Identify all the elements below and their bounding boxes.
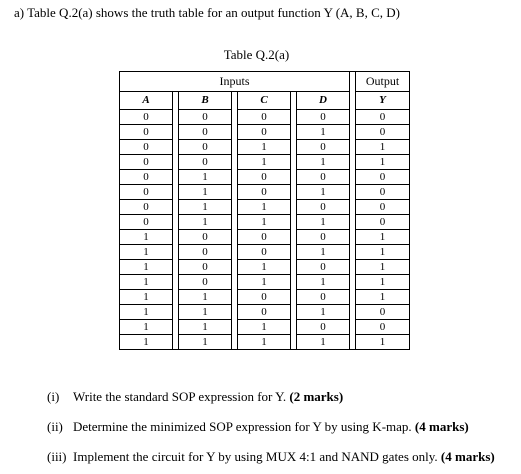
cell-y: 0 [356,305,410,320]
cell-a: 1 [120,305,173,320]
question-item [47,389,343,405]
cell-b: 1 [179,215,232,230]
cell-d: 0 [297,320,350,335]
cell-d: 1 [297,125,350,140]
question-marks: (4 marks) [440,449,495,464]
table-row [120,215,410,230]
truth-table [119,71,410,350]
col-header-c: C [238,92,291,110]
cell-a: 1 [120,320,173,335]
cell-d: 0 [297,170,350,185]
cell-d: 0 [297,200,350,215]
question-number: (ii) [47,419,63,434]
cell-y: 0 [356,125,410,140]
question-text: Determine the minimized SOP expression for Y by using K-map. [73,419,415,434]
cell-y: 0 [356,170,410,185]
cell-d: 1 [297,185,350,200]
cell-d: 1 [297,155,350,170]
cell-c: 0 [238,230,291,245]
cell-b: 1 [179,185,232,200]
table-row [120,230,410,245]
cell-b: 0 [179,275,232,290]
table-row [120,140,410,155]
cell-y: 1 [356,155,410,170]
cell-c: 0 [238,185,291,200]
table-row [120,110,410,125]
cell-b: 0 [179,230,232,245]
table-row [120,260,410,275]
cell-a: 0 [120,170,173,185]
cell-d: 0 [297,230,350,245]
column-header-row [120,92,410,110]
cell-a: 0 [120,125,173,140]
cell-a: 0 [120,200,173,215]
cell-c: 0 [238,245,291,260]
cell-b: 1 [179,200,232,215]
cell-d: 1 [297,275,350,290]
cell-a: 1 [120,275,173,290]
table-row [120,335,410,350]
table-row [120,320,410,335]
col-header-y: Y [356,92,410,110]
cell-y: 1 [356,260,410,275]
cell-y: 1 [356,275,410,290]
table-row [120,185,410,200]
cell-b: 1 [179,320,232,335]
cell-a: 1 [120,245,173,260]
cell-a: 0 [120,155,173,170]
cell-c: 1 [238,335,291,350]
cell-b: 0 [179,140,232,155]
cell-y: 0 [356,200,410,215]
cell-c: 0 [238,290,291,305]
col-header-a: A [120,92,173,110]
question-text: Write the standard SOP expression for Y. [73,389,290,404]
cell-c: 1 [238,155,291,170]
table-row [120,305,410,320]
cell-b: 1 [179,305,232,320]
cell-d: 1 [297,215,350,230]
cell-d: 0 [297,290,350,305]
cell-c: 1 [238,275,291,290]
question-item [47,419,469,435]
table-row [120,200,410,215]
table-row [120,170,410,185]
cell-c: 0 [238,170,291,185]
question-intro: a) Table Q.2(a) shows the truth table for an output function Y (A, B, C, D) [14,5,400,20]
cell-b: 1 [179,290,232,305]
question-marks: (4 marks) [414,419,469,434]
cell-d: 0 [297,110,350,125]
cell-b: 0 [179,155,232,170]
output-group-header: Output [356,72,410,92]
cell-y: 0 [356,110,410,125]
inputs-group-header: Inputs [120,72,350,92]
question-number: (iii) [47,449,67,464]
cell-b: 0 [179,125,232,140]
question-text: Implement the circuit for Y by using MUX 4:1 and NAND gates only. [73,449,441,464]
cell-a: 0 [120,110,173,125]
cell-c: 1 [238,260,291,275]
cell-d: 1 [297,335,350,350]
cell-d: 1 [297,245,350,260]
group-header-row [120,72,410,92]
cell-b: 0 [179,245,232,260]
cell-c: 1 [238,320,291,335]
cell-b: 0 [179,260,232,275]
cell-c: 0 [238,305,291,320]
cell-a: 1 [120,335,173,350]
col-header-d: D [297,92,350,110]
cell-a: 0 [120,185,173,200]
cell-c: 1 [238,200,291,215]
cell-a: 1 [120,290,173,305]
cell-c: 0 [238,110,291,125]
col-header-b: B [179,92,232,110]
table-caption [0,47,521,63]
question-number: (i) [47,389,60,404]
cell-b: 1 [179,170,232,185]
table-row [120,245,410,260]
cell-b: 1 [179,335,232,350]
cell-y: 1 [356,140,410,155]
cell-y: 0 [356,320,410,335]
cell-y: 1 [356,290,410,305]
table-row [120,290,410,305]
cell-a: 1 [120,230,173,245]
table-row [120,155,410,170]
cell-y: 0 [356,185,410,200]
question-item [47,449,495,465]
cell-b: 0 [179,110,232,125]
table-row [120,275,410,290]
cell-d: 0 [297,260,350,275]
cell-c: 1 [238,215,291,230]
cell-y: 1 [356,245,410,260]
cell-a: 1 [120,260,173,275]
table-caption-text: Table Q.2(a) [223,47,290,62]
cell-d: 0 [297,140,350,155]
cell-c: 1 [238,140,291,155]
cell-y: 1 [356,335,410,350]
question-marks: (2 marks) [289,389,344,404]
cell-d: 1 [297,305,350,320]
cell-y: 1 [356,230,410,245]
cell-y: 0 [356,215,410,230]
cell-c: 0 [238,125,291,140]
table-row [120,125,410,140]
cell-a: 0 [120,140,173,155]
cell-a: 0 [120,215,173,230]
